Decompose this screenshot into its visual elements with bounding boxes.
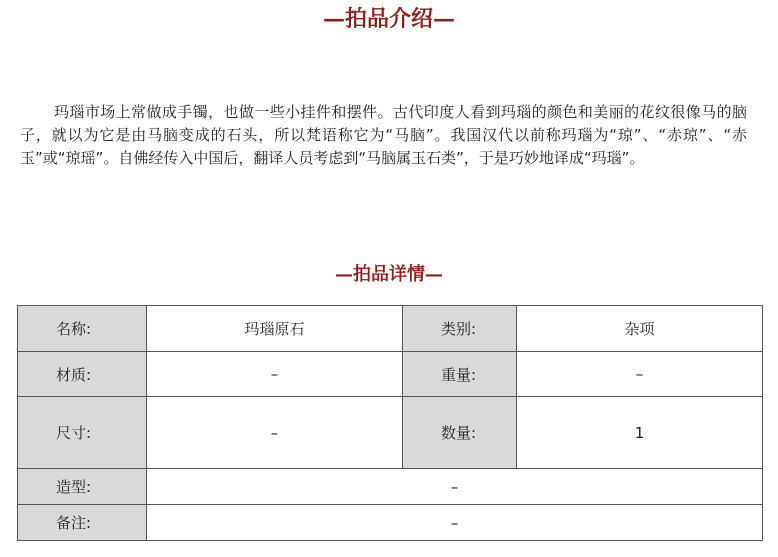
name-label: 名称: <box>18 306 147 352</box>
name-value: 玛瑙原石 <box>147 306 403 352</box>
size-label: 尺寸: <box>18 397 147 469</box>
intro-section-title: —拍品介绍— <box>322 6 455 32</box>
category-value: 杂项 <box>517 306 763 352</box>
table-row-remark <box>18 505 763 541</box>
remark-value: – <box>147 505 763 541</box>
shape-value: – <box>147 469 763 505</box>
table-row-name <box>18 306 763 352</box>
table-row-size <box>18 397 763 469</box>
table-row-material <box>18 352 763 397</box>
quantity-label: 数量: <box>403 397 517 469</box>
remark-label: 备注: <box>18 505 147 541</box>
weight-value: – <box>517 352 763 397</box>
quantity-value: 1 <box>517 397 763 469</box>
shape-label: 造型: <box>18 469 147 505</box>
intro-paragraph: 玛瑙市场上常做成手镯，也做一些小挂件和摆件。古代印度人看到玛瑙的颜色和美丽的花纹很像马的脑子，就以为它是由马脑变成的石头，所以梵语称它为“马脑”。我国汉代以前称玛瑙为“琼”、“赤琼”、“赤玉”或“琼瑶”。自佛经传入中国后，翻译人员考虑到“马脑属玉石类”，于是巧妙地译成“玛瑙”。 <box>20 103 747 167</box>
table-row-shape <box>18 469 763 505</box>
size-value: – <box>147 397 403 469</box>
lot-details-table <box>17 305 763 541</box>
details-section-title: —拍品详情— <box>335 264 443 285</box>
weight-label: 重量: <box>403 352 517 397</box>
category-label: 类别: <box>403 306 517 352</box>
material-value: – <box>147 352 403 397</box>
material-label: 材质: <box>18 352 147 397</box>
